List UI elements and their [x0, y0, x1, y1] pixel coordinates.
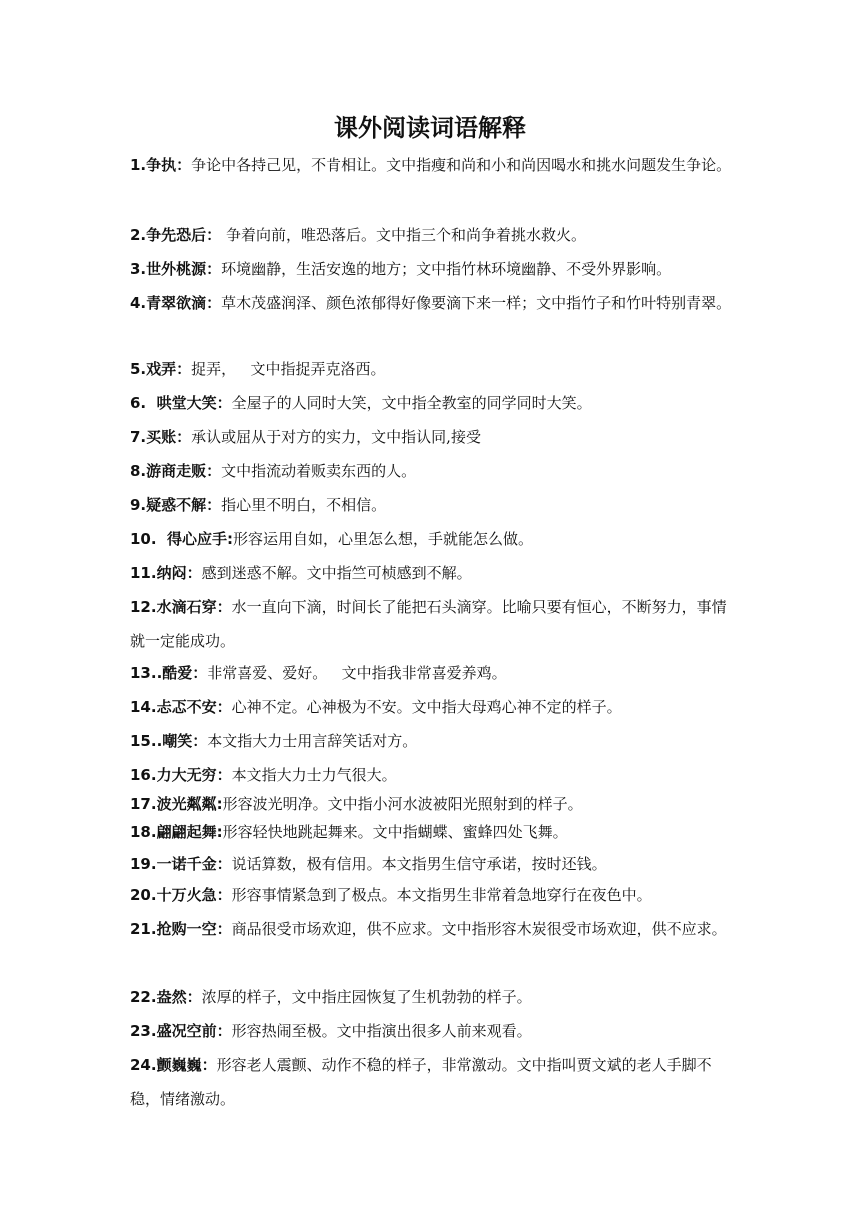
- entry-definition: 全屋子的人同时大笑，文中指全教室的同学同时大笑。: [231, 394, 592, 412]
- entry-term: 7.买账：: [130, 428, 192, 446]
- entry-term: 15..嘲笑：: [130, 732, 208, 750]
- entry-definition: 形容事情紧急到了极点。本文指男生非常着急地穿行在夜色中。: [231, 886, 652, 904]
- entry-definition: 环境幽静，生活安逸的地方；文中指竹林环境幽静、不受外界影响。: [221, 260, 672, 278]
- entry-definition: 心神不定。心神极为不安。文中指大母鸡心神不定的样子。: [231, 698, 622, 716]
- entry-definition: 争论中各持己见，不肯相让。文中指瘦和尚和小和尚因喝水和挑水问题发生争论。: [191, 156, 732, 174]
- entry-term: 9.疑惑不解：: [130, 496, 222, 514]
- entry-definition: 本文指大力士力气很大。: [231, 766, 397, 784]
- entry-term: 19.一诺千金：: [130, 855, 232, 873]
- entry-term: 5.戏弄：: [130, 360, 192, 378]
- entry-term: 2.争先恐后：: [130, 226, 222, 244]
- entry-definition: 感到迷惑不解。文中指竺可桢感到不解。: [201, 564, 472, 582]
- entry-term: 6. 哄堂大笑：: [130, 394, 232, 412]
- entry-7: [130, 420, 740, 454]
- entry-definition: 水一直向下滴，时间长了能把石头滴穿。比喻只要有恒心，不断努力，事情就一定能成功。: [130, 598, 727, 650]
- entry-term: 1.争执：: [130, 156, 192, 174]
- entry-8: [130, 454, 740, 488]
- entry-21: [130, 912, 740, 946]
- entry-term: 20.十万火急：: [130, 886, 232, 904]
- entry-16: [130, 760, 740, 790]
- entry-term: 18.翩翩起舞:: [130, 823, 223, 841]
- entry-definition: 形容运用自如，心里怎么想，手就能怎么做。: [233, 530, 534, 548]
- entry-term: 4.青翠欲滴：: [130, 294, 222, 312]
- entry-term: 23.盛况空前：: [130, 1022, 232, 1040]
- entry-11: [130, 556, 740, 590]
- entry-1: [130, 148, 740, 182]
- entry-term: 21.抢购一空：: [130, 920, 232, 938]
- entry-definition: 捉弄， 文中指捉弄克洛西。: [191, 360, 386, 378]
- entry-definition: 说话算数，极有信用。本文指男生信守承诺，按时还钱。: [231, 855, 607, 873]
- entry-17: [130, 791, 740, 817]
- entry-term: 12.水滴石穿：: [130, 598, 232, 616]
- entry-definition: 指心里不明白，不相信。: [221, 496, 387, 514]
- entry-definition: 本文指大力士用言辞笑话对方。: [207, 732, 418, 750]
- entry-term: 10. 得心应手:: [130, 530, 234, 548]
- entry-4: [130, 286, 740, 320]
- entry-definition: 形容老人震颤、动作不稳的样子，非常激动。文中指叫贾文斌的老人手脚不稳，情绪激动。: [130, 1056, 712, 1108]
- entry-term: 22.盎然：: [130, 988, 202, 1006]
- entry-definition: 形容轻快地跳起舞来。文中指蝴蝶、蜜蜂四处飞舞。: [222, 823, 568, 841]
- entry-definition: 商品很受市场欢迎，供不应求。文中指形容木炭很受市场欢迎，供不应求。: [231, 920, 727, 938]
- entry-10: [130, 522, 740, 556]
- entry-definition: 争着向前，唯恐落后。文中指三个和尚争着挑水救火。: [221, 226, 586, 244]
- entry-term: 11.纳闷：: [130, 564, 202, 582]
- entry-24: [130, 1048, 740, 1116]
- entry-definition: 草木茂盛润泽、颜色浓郁得好像要滴下来一样；文中指竹子和竹叶特别青翠。: [221, 294, 732, 312]
- entry-definition: 承认或屈从于对方的实力，文中指认同,接受: [191, 428, 481, 446]
- entry-23: [130, 1014, 740, 1048]
- entry-13: [130, 656, 740, 690]
- entry-term: 3.世外桃源：: [130, 260, 222, 278]
- entry-22: [130, 980, 740, 1014]
- entry-term: 24.颤巍巍：: [130, 1056, 217, 1074]
- entry-5: [130, 352, 740, 386]
- entry-term: 16.力大无穷：: [130, 766, 232, 784]
- entry-definition: 形容波光明净。文中指小河水波被阳光照射到的样子。: [222, 795, 583, 813]
- entry-definition: 浓厚的样子，文中指庄园恢复了生机勃勃的样子。: [201, 988, 532, 1006]
- entry-18: [130, 819, 740, 845]
- entry-term: 17.波光粼粼:: [130, 795, 223, 813]
- entry-12: [130, 590, 740, 658]
- entry-9: [130, 488, 740, 522]
- entry-20: [130, 880, 740, 910]
- entry-definition: 文中指流动着贩卖东西的人。: [221, 462, 417, 480]
- page-title: 课外阅读词语解释: [334, 114, 526, 142]
- entry-definition: 非常喜爱、爱好。 文中指我非常喜爱养鸡。: [207, 664, 507, 682]
- entry-term: 8.游商走贩：: [130, 462, 222, 480]
- entry-definition: 形容热闹至极。文中指演出很多人前来观看。: [231, 1022, 532, 1040]
- entry-2: [130, 218, 740, 252]
- entry-term: 14.忐忑不安：: [130, 698, 232, 716]
- entry-19: [130, 849, 740, 879]
- entry-15: [130, 724, 740, 758]
- entry-3: [130, 252, 740, 286]
- entry-14: [130, 690, 740, 724]
- entry-6: [130, 386, 740, 420]
- entry-term: 13..酷爱：: [130, 664, 208, 682]
